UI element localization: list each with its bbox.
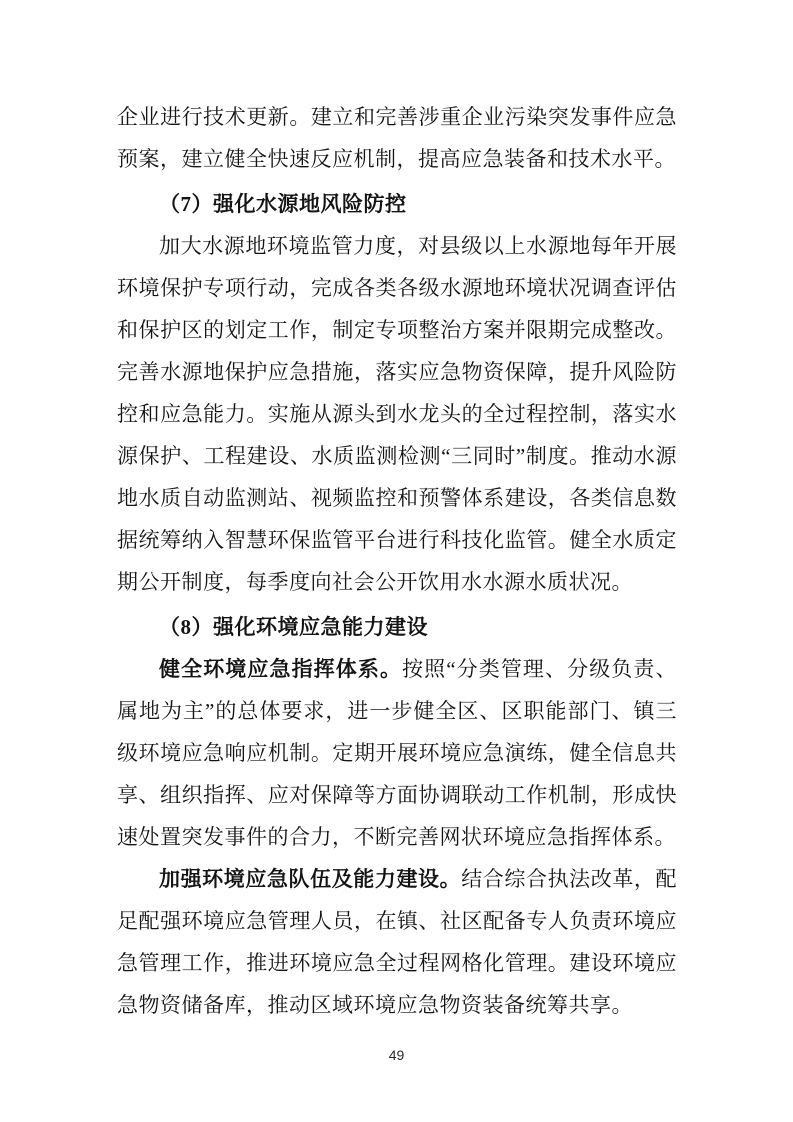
section-heading-8: （8）强化环境应急能力建设 (159, 615, 428, 639)
section-heading-7: （7）强化水源地风险防控 (159, 192, 407, 216)
document-content (117, 96, 677, 1026)
section-7-paragraph: 加大水源地环境监管力度，对县级以上水源地每年开展环境保护专项行动，完成各类各级水源地环境状况调查评估和保护区的划定工作，制定专项整治方案并限期完成整改。完善水源地保护应急措施，落实应急物资保障，提升风险防控和应急能力。实施从源头到水龙头的全过程控制，落实水源保护、工程建设、水质监测检测“三同时”制度。推动水源地水质自动监测站、视频监控和预警体系建设，各类信息数据统筹纳入智慧环保监管平台进行科技化监管。健全水质定期公开制度，每季度向社会公开饮用水水源水质状况。 (117, 234, 677, 594)
bold-lead-command-system: 健全环境应急指挥体系。 (159, 657, 403, 681)
section-8-paragraph-command-system (117, 648, 677, 858)
section-8-paragraph-team-building (117, 858, 677, 1026)
paragraph-continuation: 企业进行技术更新。建立和完善涉重企业污染突发事件应急预案，建立健全快速反应机制，提高应急装备和技术水平。 (117, 105, 677, 171)
paragraph-body-team-building: 结合综合执法改革，配足配强环境应急管理人员，在镇、社区配备专人负责环境应急管理工作，推进环境应急全过程网格化管理。建设环境应急物资储备库，推动区域环境应急物资装备统筹共享。 (117, 867, 678, 1017)
page-number: 49 (388, 1047, 405, 1063)
bold-lead-team-building: 加强环境应急队伍及能力建设。 (159, 867, 462, 891)
paragraph-body-command-system: 按照“分类管理、分级负责、属地为主”的总体要求，进一步健全区、区职能部门、镇三级环境应急响应机制。定期开展环境应急演练，健全信息共享、组织指挥、应对保障等方面协调联动工作机制，形成快速处置突发事件的合力，不断完善网状环境应急指挥体系。 (117, 657, 677, 849)
